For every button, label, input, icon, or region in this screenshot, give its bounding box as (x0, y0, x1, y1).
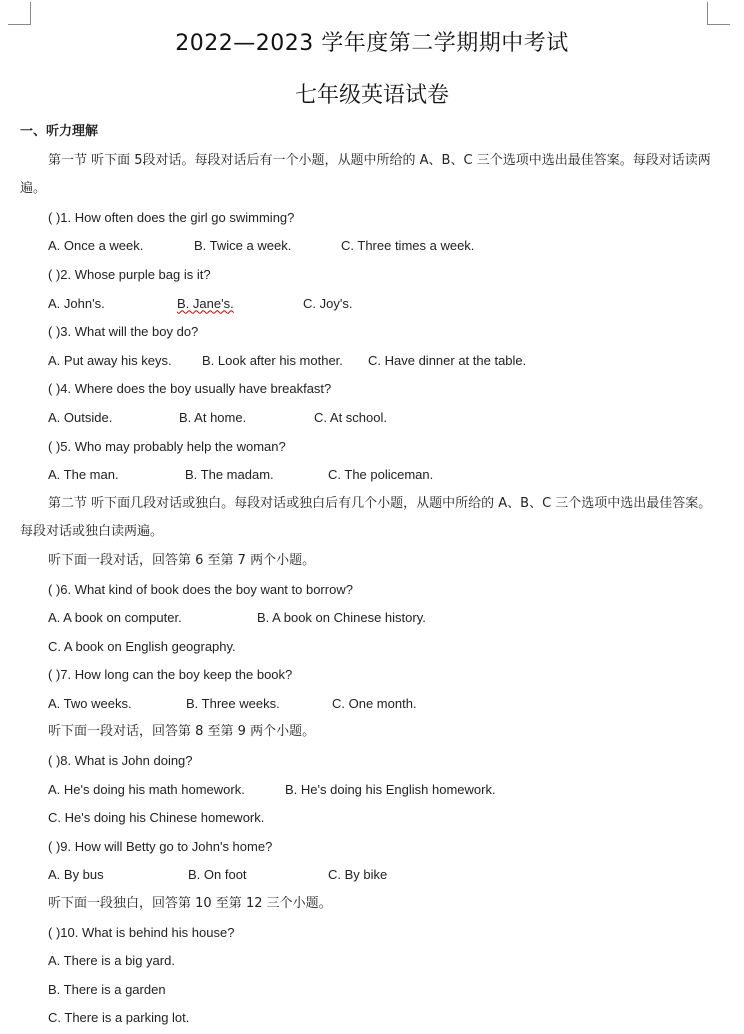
page-corner-mark-left (8, 2, 31, 25)
option-3c: C. Have dinner at the table. (368, 352, 527, 368)
options-2 (20, 290, 720, 319)
question-8: ( )8. What is John doing? (48, 753, 193, 769)
question-7: ( )7. How long can the boy keep the book? (48, 667, 293, 683)
options-7 (20, 690, 720, 719)
option-8c: C. He's doing his Chinese homework. (48, 810, 265, 826)
option-6a: A. A book on computer. (48, 610, 182, 626)
question-2: ( )2. Whose purple bag is it? (48, 266, 211, 282)
exam-subtitle: 七年级英语试卷 (294, 83, 449, 108)
option-5b: B. The madam. (185, 467, 274, 483)
option-10a: A. There is a big yard. (48, 953, 175, 969)
question-1: ( )1. How often does the girl go swimming? (48, 209, 295, 225)
options-1 (20, 232, 720, 261)
option-4b: B. At home. (179, 409, 247, 425)
option-2c: C. Joy's. (303, 295, 353, 311)
option-7c: C. One month. (332, 695, 417, 711)
question-5: ( )5. Who may probably help the woman? (48, 438, 286, 454)
option-6b: B. A book on Chinese history. (257, 610, 426, 626)
option-5c: C. The policeman. (328, 467, 434, 483)
options-3 (20, 347, 720, 376)
option-2b: B. Jane's. (177, 295, 234, 311)
option-3b: B. Look after his mother. (202, 352, 343, 368)
option-7b: B. Three weeks. (186, 695, 280, 711)
option-9b: B. On foot (188, 867, 247, 883)
option-8a: A. He's doing his math homework. (48, 781, 245, 797)
option-4a: A. Outside. (48, 409, 113, 425)
section-heading: 一、听力理解 (20, 124, 99, 139)
exam-title: 2022—2023 学年度第二学期期中考试 (175, 31, 569, 56)
question-6: ( )6. What kind of book does the boy want to borrow? (48, 581, 353, 597)
dialog-8-9-instruction: 听下面一段对话，回答第 8 至第 9 两个小题。 (48, 724, 316, 740)
option-1b: B. Twice a week. (194, 238, 292, 254)
question-10: ( )10. What is behind his house? (48, 924, 235, 940)
option-10c: C. There is a parking lot. (48, 1010, 190, 1026)
dialog-6-7-instruction: 听下面一段对话，回答第 6 至第 7 两个小题。 (48, 552, 316, 568)
option-1c: C. Three times a week. (341, 238, 475, 254)
option-6c: C. A book on English geography. (48, 638, 236, 654)
question-4: ( )4. Where does the boy usually have breakfast? (48, 381, 332, 397)
page-corner-mark-right (707, 2, 730, 25)
option-4c: C. At school. (314, 409, 387, 425)
question-3: ( )3. What will the boy do? (48, 324, 199, 340)
option-10b: B. There is a garden (48, 981, 166, 997)
options-5 (20, 461, 720, 490)
option-3a: A. Put away his keys. (48, 352, 172, 368)
option-1a: A. Once a week. (48, 238, 144, 254)
monologue-10-12-instruction: 听下面一段独白，回答第 10 至第 12 三个小题。 (48, 896, 332, 912)
part1-instructions: 第一节 听下面 5段对话。每段对话后有一个小题，从题中所给的 A、B、C 三个选项中选出最佳答案。每段对话读两遍。 (20, 152, 711, 197)
question-9: ( )9. How will Betty go to John's home? (48, 838, 273, 854)
part2-instructions: 第二节 听下面几段对话或独白。每段对话或独白后有几个小题，从题中所给的 A、B、C 三个选项中选出最佳答案。每段对话或独白读两遍。 (20, 495, 712, 540)
option-7a: A. Two weeks. (48, 695, 132, 711)
document-body (20, 118, 720, 1033)
options-8ab (20, 776, 720, 805)
options-4 (20, 404, 720, 433)
option-9c: C. By bike (328, 867, 388, 883)
option-8b: B. He's doing his English homework. (285, 781, 496, 797)
options-6ab (20, 604, 720, 633)
option-9a: A. By bus (48, 867, 104, 883)
option-2a: A. John's. (48, 295, 105, 311)
option-5a: A. The man. (48, 467, 119, 483)
options-9 (20, 861, 720, 890)
